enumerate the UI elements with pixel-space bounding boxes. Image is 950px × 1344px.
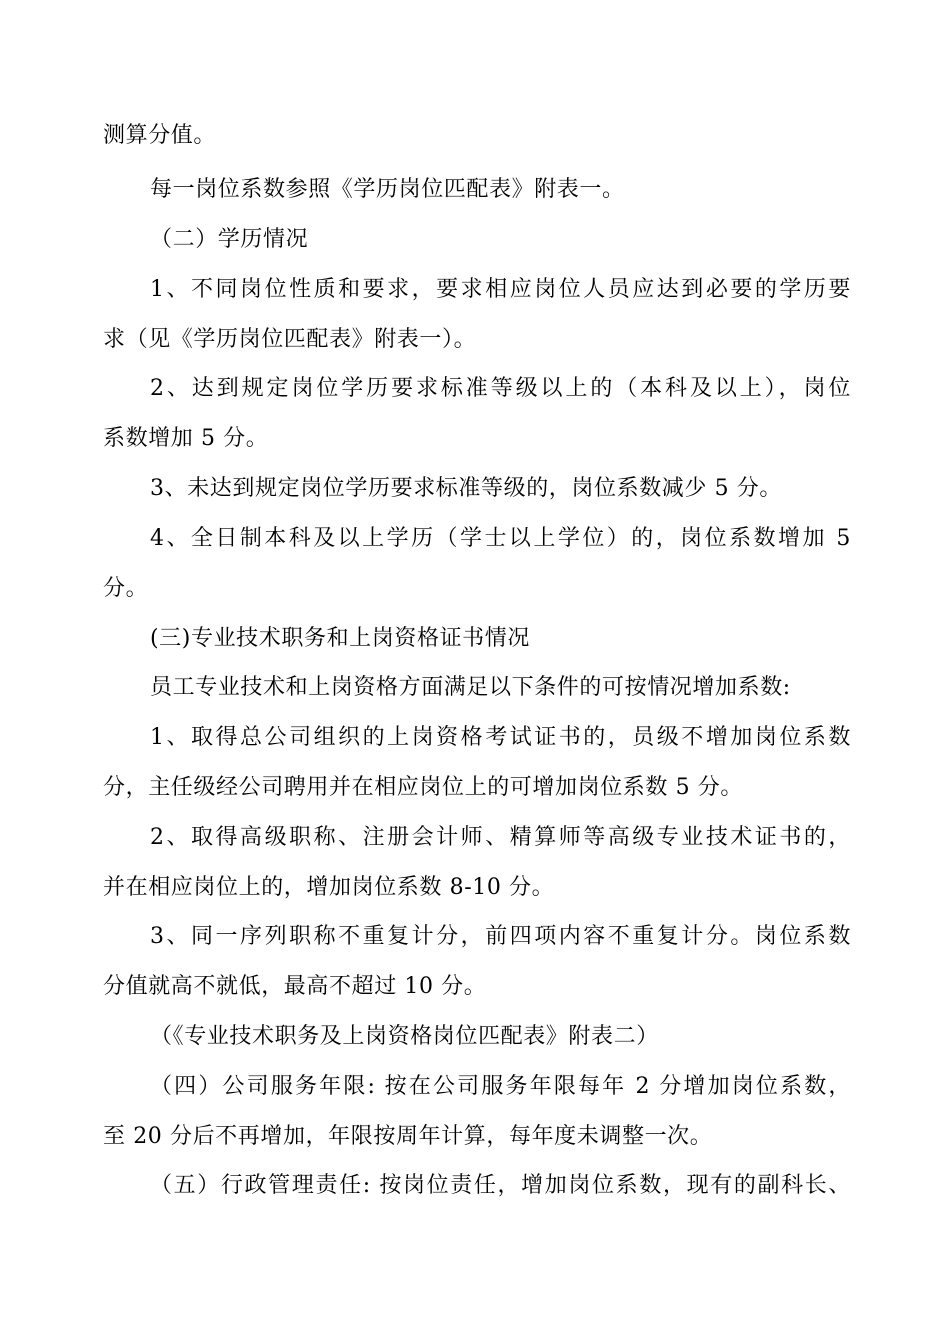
text-line-4: 1、不同岗位性质和要求，要求相应岗位人员应达到必要的学历要 xyxy=(150,277,851,302)
text-line-17: 3、同一序列职称不重复计分，前四项内容不重复计分。岗位系数 xyxy=(150,924,851,949)
text-line-21: 至 20 分后不再增加，年限按周年计算，每年度未调整一次。 xyxy=(103,1124,713,1149)
text-line-15: 2、取得高级职称、注册会计师、精算师等高级专业技术证书的， xyxy=(150,825,851,850)
text-line-12: 员工专业技术和上岗资格方面满足以下条件的可按情况增加系数: xyxy=(150,675,791,700)
text-line-18: 分值就高不就低，最高不超过 10 分。 xyxy=(103,974,487,999)
text-line-10: 分。 xyxy=(103,576,149,601)
text-line-7: 系数增加 5 分。 xyxy=(103,426,269,451)
text-line-16: 并在相应岗位上的，增加岗位系数 8-10 分。 xyxy=(103,875,555,900)
text-line-13: 1、取得总公司组织的上岗资格考试证书的，员级不增加岗位系数 xyxy=(150,725,851,750)
section-heading-5: （五）行政管理责任: 按岗位责任，增加岗位系数，现有的副科长、 xyxy=(150,1173,851,1198)
text-line-1: 测算分值。 xyxy=(103,123,217,148)
section-heading-4: （四）公司服务年限: 按在公司服务年限每年 2 分增加岗位系数， xyxy=(150,1074,851,1099)
text-line-9: 4、全日制本科及以上学历（学士以上学位）的，岗位系数增加 5 xyxy=(150,526,851,551)
text-line-8: 3、未达到规定岗位学历要求标准等级的，岗位系数减少 5 分。 xyxy=(150,476,782,501)
section-heading-3: (三)专业技术职务和上岗资格证书情况 xyxy=(150,626,530,651)
text-line-5: 求（见《学历岗位匹配表》附表一）。 xyxy=(103,327,477,352)
text-line-6: 2、达到规定岗位学历要求标准等级以上的（本科及以上），岗位 xyxy=(150,376,851,401)
text-line-14: 分，主任级经公司聘用并在相应岗位上的可增加岗位系数 5 分。 xyxy=(103,775,743,800)
text-line-19: （《专业技术职务及上岗资格岗位匹配表》附表二） xyxy=(150,1024,659,1049)
text-line-2: 每一岗位系数参照《学历岗位匹配表》附表一。 xyxy=(150,177,625,202)
section-heading-2: （二）学历情况 xyxy=(150,227,309,252)
